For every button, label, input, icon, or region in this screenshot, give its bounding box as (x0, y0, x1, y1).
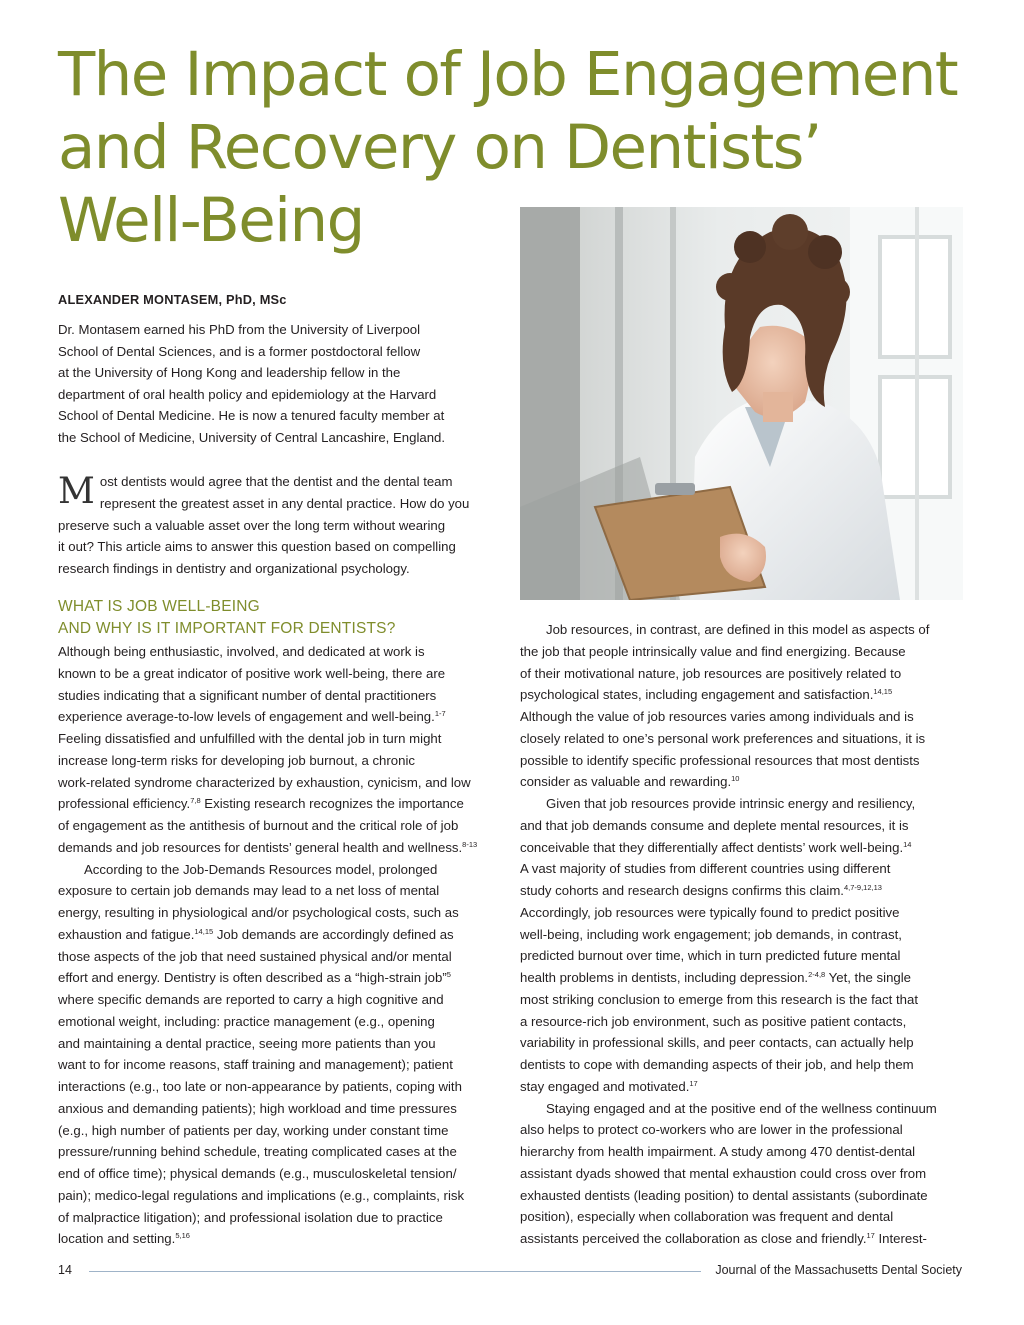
line-text: also helps to protect co-workers who are lower in the professional (520, 1122, 903, 1138)
line-text: According to the Job-Demands Resources model, prolonged (84, 861, 438, 877)
line-text: hierarchy from health impairment. A study among 470 dentist-dental (520, 1144, 916, 1159)
body-line (520, 815, 965, 837)
drop-cap: M (58, 471, 95, 512)
line-text: pain); medico-legal regulations and implications (e.g., complaints, risk (58, 1187, 465, 1203)
body-line (58, 1141, 503, 1163)
body-line (58, 880, 503, 902)
line-text: predicted burnout over time, which in turn predicted future mental (520, 948, 901, 964)
line-text: of engagement as the antithesis of burnout and the critical role of job (58, 818, 459, 833)
line-text: the job that people intrinsically value and find energizing. Because (520, 643, 906, 659)
body-line (58, 706, 503, 728)
body-line (58, 837, 503, 859)
line-text: anxious and demanding patients); high workload and time pressures (58, 1100, 457, 1116)
body-line (58, 1207, 503, 1229)
body-line (58, 1185, 503, 1207)
body-line (520, 771, 965, 793)
citation-superscript: 14,15 (873, 687, 893, 697)
line-text: Although the value of job resources varies among individuals and is (520, 709, 914, 724)
body-line (520, 924, 965, 946)
line-text-continued: Interest- (874, 1231, 927, 1246)
line-text: Job resources, in contrast, are defined in this model as aspects of (546, 622, 930, 637)
body-line (58, 815, 503, 837)
page-number: 14 (58, 1263, 72, 1277)
line-text: (e.g., high number of patients per day, working under constant time (58, 1122, 449, 1138)
line-text-continued: Yet, the single (825, 970, 912, 985)
body-line (520, 1141, 965, 1163)
body-line (520, 1032, 965, 1054)
line-text: location and setting. (58, 1231, 176, 1247)
citation-superscript: 14,15 (194, 926, 214, 936)
body-line (520, 793, 965, 815)
body-line (58, 902, 503, 924)
body-line (58, 772, 503, 794)
bio-line: the School of Medicine, University of Central Lancashire, England. (58, 429, 446, 445)
body-line (520, 1185, 965, 1207)
line-text: study cohorts and research designs confirms this claim. (520, 883, 844, 898)
body-line (58, 641, 503, 663)
line-text: experience average-to-low levels of engagement and well-being. (58, 709, 435, 725)
body-line (58, 1076, 503, 1098)
line-text: demands and job resources for dentists’ general health and wellness. (58, 839, 463, 855)
citation-superscript: 5 (446, 970, 451, 980)
line-text: those aspects of the job that need sustained physical and/or mental (58, 948, 452, 964)
line-text: closely related to one’s personal work preferences and situations, it is (520, 730, 926, 746)
line-text: interactions (e.g., too late or non-appearance by patients, coping with (58, 1079, 462, 1094)
line-text: consider as valuable and rewarding. (520, 774, 732, 790)
body-line (58, 859, 503, 881)
intro-paragraph (58, 471, 508, 580)
line-text: Accordingly, job resources were typically found to predict positive (520, 904, 900, 920)
journal-name: Journal of the Massachusetts Dental Society (715, 1263, 962, 1277)
line-text: emotional weight, including: practice management (e.g., opening (58, 1013, 435, 1029)
section-heading-line: AND WHY IS IT IMPORTANT FOR DENTISTS? (58, 620, 396, 637)
dentist-portrait-photo-icon (520, 207, 963, 600)
body-line (58, 967, 503, 989)
line-text: exposure to certain job demands may lead to a net loss of mental (58, 883, 440, 899)
body-line (520, 1098, 965, 1120)
body-line (520, 902, 965, 924)
body-line (58, 1033, 503, 1055)
citation-superscript: 10 (731, 774, 740, 784)
intro-line: preserve such a valuable asset over the long term without wearing (58, 517, 446, 533)
line-text: position), especially when collaboration was frequent and dental (520, 1209, 894, 1225)
line-text: of malpractice litigation); and professional isolation due to practice (58, 1209, 443, 1225)
citation-superscript: 4,7-9,12,13 (843, 883, 882, 892)
body-line (520, 684, 965, 706)
bio-line: at the University of Hong Kong and leadership fellow in the (58, 365, 401, 381)
intro-line: research findings in dentistry and organizational psychology. (58, 561, 410, 576)
body-line (58, 728, 503, 750)
bio-line: Dr. Montasem earned his PhD from the University of Liverpool (58, 322, 421, 337)
title-line: The Impact of Job Engagement (58, 39, 958, 110)
line-text: dentists to cope with demanding aspects of their job, and help them (520, 1057, 914, 1072)
line-text: where specific demands are reported to carry a high cognitive and (58, 992, 444, 1007)
body-line (58, 946, 503, 968)
bio-line: department of oral health policy and epidemiology at the Harvard (58, 386, 437, 402)
line-text: pressure/running behind schedule, treating complicated cases at the (58, 1144, 457, 1160)
line-text: Given that job resources provide intrinsic energy and resiliency, (546, 796, 916, 811)
body-line (520, 1119, 965, 1141)
section-heading-line: WHAT IS JOB WELL-BEING (58, 598, 260, 615)
citation-superscript: 2-4,8 (808, 970, 826, 979)
dentist-photo (520, 207, 963, 600)
body-line (520, 641, 965, 663)
citation-superscript: 17 (866, 1231, 875, 1240)
line-text: increase long-term risks for developing job burnout, a chronic (58, 752, 415, 768)
line-text: psychological states, including engagement and satisfaction. (520, 687, 874, 703)
line-text: well-being, including work engagement; job demands, in contrast, (520, 926, 902, 942)
intro-line: ost dentists would agree that the dentist and the dental team (99, 474, 453, 489)
line-text-continued: Job demands are accordingly defined as (213, 926, 454, 942)
body-line (520, 1163, 965, 1185)
citation-superscript: 14 (903, 839, 912, 849)
line-text: possible to identify specific professional resources that most dentists (520, 752, 920, 768)
line-text: assistant dyads showed that mental exhaustion could cross over from (520, 1165, 927, 1181)
line-text: of their motivational nature, job resources are positively related to (520, 665, 902, 681)
title-line: Well-Being (58, 185, 364, 256)
line-text: Staying engaged and at the positive end of the wellness continuum (546, 1100, 937, 1116)
line-text: health problems in dentists, including depression. (520, 970, 809, 985)
line-text: and that job demands consume and deplete mental resources, it is (520, 817, 909, 833)
line-text: most striking conclusion to emerge from this research is the fact that (520, 991, 918, 1007)
intro-line: it out? This article aims to answer this question based on compelling (58, 539, 456, 555)
body-line (520, 1054, 965, 1076)
line-text: energy, resulting in physiological and/or psychological costs, such as (58, 905, 459, 920)
bio-line: School of Dental Sciences, and is a former postdoctoral fellow (58, 343, 421, 359)
author-name: ALEXANDER MONTASEM, PhD, MSc (58, 292, 287, 307)
body-line (520, 989, 965, 1011)
body-line (520, 619, 965, 641)
intro-line: represent the greatest asset in any dental practice. How do you (99, 495, 470, 511)
body-line (58, 1228, 503, 1250)
right-column (520, 619, 965, 1250)
footer-divider (89, 1271, 701, 1272)
line-text-continued: Existing research recognizes the importance (200, 796, 464, 812)
body-line (520, 1228, 965, 1250)
line-text: Feeling dissatisfied and unfulfilled with the dental job in turn might (58, 731, 442, 746)
line-text: work-related syndrome characterized by exhaustion, cynicism, and low (58, 774, 471, 790)
body-line (58, 1163, 503, 1185)
line-text: known to be a great indicator of positive work well-being, there are (58, 665, 446, 681)
body-line (520, 663, 965, 685)
body-line (520, 750, 965, 772)
body-line (520, 1076, 965, 1098)
line-text: stay engaged and motivated. (520, 1078, 690, 1094)
line-text: professional efficiency. (58, 796, 191, 812)
body-line (58, 663, 503, 685)
body-line (58, 1054, 503, 1076)
line-text: conceivable that they differentially affect dentists’ work well-being. (520, 839, 904, 855)
line-text: and maintaining a dental practice, seeing more patients than you (58, 1035, 436, 1051)
citation-superscript: 7,8 (190, 796, 201, 806)
citation-superscript: 1-7 (434, 709, 446, 719)
body-line (520, 1011, 965, 1033)
body-line (520, 945, 965, 967)
body-line (520, 967, 965, 989)
body-line (520, 728, 965, 750)
title-line: and Recovery on Dentists’ (58, 112, 821, 183)
line-text: studies indicating that a significant number of dental practitioners (58, 687, 437, 703)
body-line (58, 989, 503, 1011)
body-line (58, 1120, 503, 1142)
body-line (58, 1098, 503, 1120)
body-line (520, 1206, 965, 1228)
line-text: variability in professional skills, and peer contacts, can actually help (520, 1035, 914, 1051)
line-text: Although being enthusiastic, involved, and dedicated at work is (58, 644, 425, 659)
body-line (520, 837, 965, 859)
line-text: exhaustion and fatigue. (58, 926, 195, 942)
line-text: assistants perceived the collaboration as close and friendly. (520, 1231, 867, 1246)
section-heading (58, 596, 396, 640)
citation-superscript: 8-13 (462, 839, 478, 849)
author-bio (58, 319, 508, 449)
line-text: A vast majority of studies from different countries using different (520, 861, 891, 877)
line-text: effort and energy. Dentistry is often described as a “high-strain job” (58, 970, 447, 986)
line-text: a resource-rich job environment, such as positive patient contacts, (520, 1013, 907, 1029)
bio-line: School of Dental Medicine. He is now a tenured faculty member at (58, 408, 445, 424)
citation-superscript: 5,16 (175, 1231, 190, 1241)
line-text: want to for income reasons, staff training and management); patient (58, 1057, 453, 1073)
line-text: exhausted dentists (leading position) to dental assistants (subordinate (520, 1187, 928, 1203)
body-line (520, 858, 965, 880)
body-line (58, 793, 503, 815)
body-line (58, 924, 503, 946)
line-text: end of office time); physical demands (e.g., musculoskeletal tension/ (58, 1166, 457, 1181)
body-line (58, 1011, 503, 1033)
body-line (520, 880, 965, 902)
left-column (58, 641, 503, 1250)
citation-superscript: 17 (689, 1078, 698, 1088)
body-line (58, 750, 503, 772)
body-line (520, 706, 965, 728)
body-line (58, 685, 503, 707)
